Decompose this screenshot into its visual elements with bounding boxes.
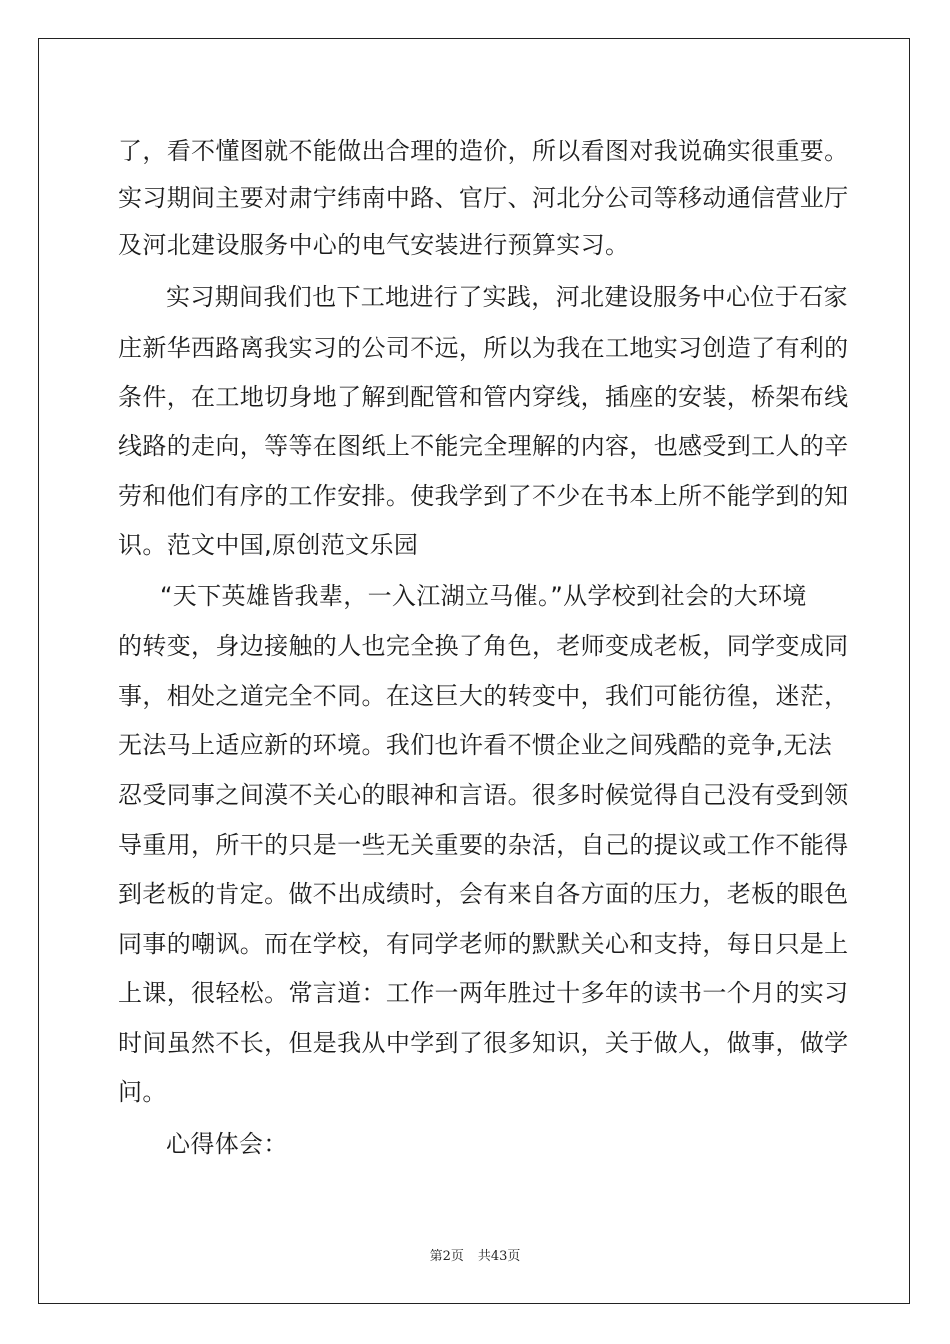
paragraph-first-line: 实习期间我们也下工地进行了实践，河北建设服务中心位于石家: [166, 283, 848, 311]
text-line: 劳和他们有序的工作安排。使我学到了不少在书本上所不能学到的知: [118, 482, 849, 510]
page-number: 第2页: [429, 1249, 464, 1264]
page-footer: [0, 1248, 950, 1266]
text-line: 到老板的肯定。做不出成绩时，会有来自各方面的压力，老板的眼色: [118, 880, 849, 908]
paragraph-first-line: “天下英雄皆我辈，一入江湖立马催。”从学校到社会的大环境: [160, 582, 807, 610]
section-heading: 心得体会：: [166, 1130, 288, 1158]
text-line: 事，相处之道完全不同。在这巨大的转变中，我们可能彷徨，迷茫，: [118, 682, 849, 710]
text-line: 同事的嘲讽。而在学校，有同学老师的默默关心和支持，每日只是上: [118, 930, 849, 958]
text-line: 的转变，身边接触的人也完全换了角色，老师变成老板，同学变成同: [118, 632, 849, 660]
text-line: 了，看不懂图就不能做出合理的造价，所以看图对我说确实很重要。: [118, 137, 849, 165]
text-line: 时间虽然不长，但是我从中学到了很多知识，关于做人，做事，做学: [118, 1029, 849, 1057]
text-line: 识。范文中国,原创范文乐园: [118, 531, 419, 559]
text-line: 实习期间主要对肃宁纬南中路、官厅、河北分公司等移动通信营业厅: [118, 184, 849, 212]
page-total: 共43页: [477, 1249, 521, 1264]
text-line: 忍受同事之间漠不关心的眼神和言语。很多时候觉得自己没有受到领: [118, 781, 849, 809]
text-line: 条件，在工地切身地了解到配管和管内穿线，插座的安装，桥架布线: [118, 383, 849, 411]
text-line: 问。: [118, 1078, 167, 1106]
text-line: 及河北建设服务中心的电气安装进行预算实习。: [118, 231, 630, 259]
text-line: 导重用，所干的只是一些无关重要的杂活，自己的提议或工作不能得: [118, 831, 849, 859]
text-line: 上课，很轻松。常言道：工作一两年胜过十多年的读书一个月的实习: [118, 979, 849, 1007]
text-line: 线路的走向，等等在图纸上不能完全理解的内容，也感受到工人的辛: [118, 432, 849, 460]
text-line: 庄新华西路离我实习的公司不远，所以为我在工地实习创造了有利的: [118, 334, 849, 362]
text-line: 无法马上适应新的环境。我们也许看不惯企业之间残酷的竞争,无法: [118, 731, 833, 759]
